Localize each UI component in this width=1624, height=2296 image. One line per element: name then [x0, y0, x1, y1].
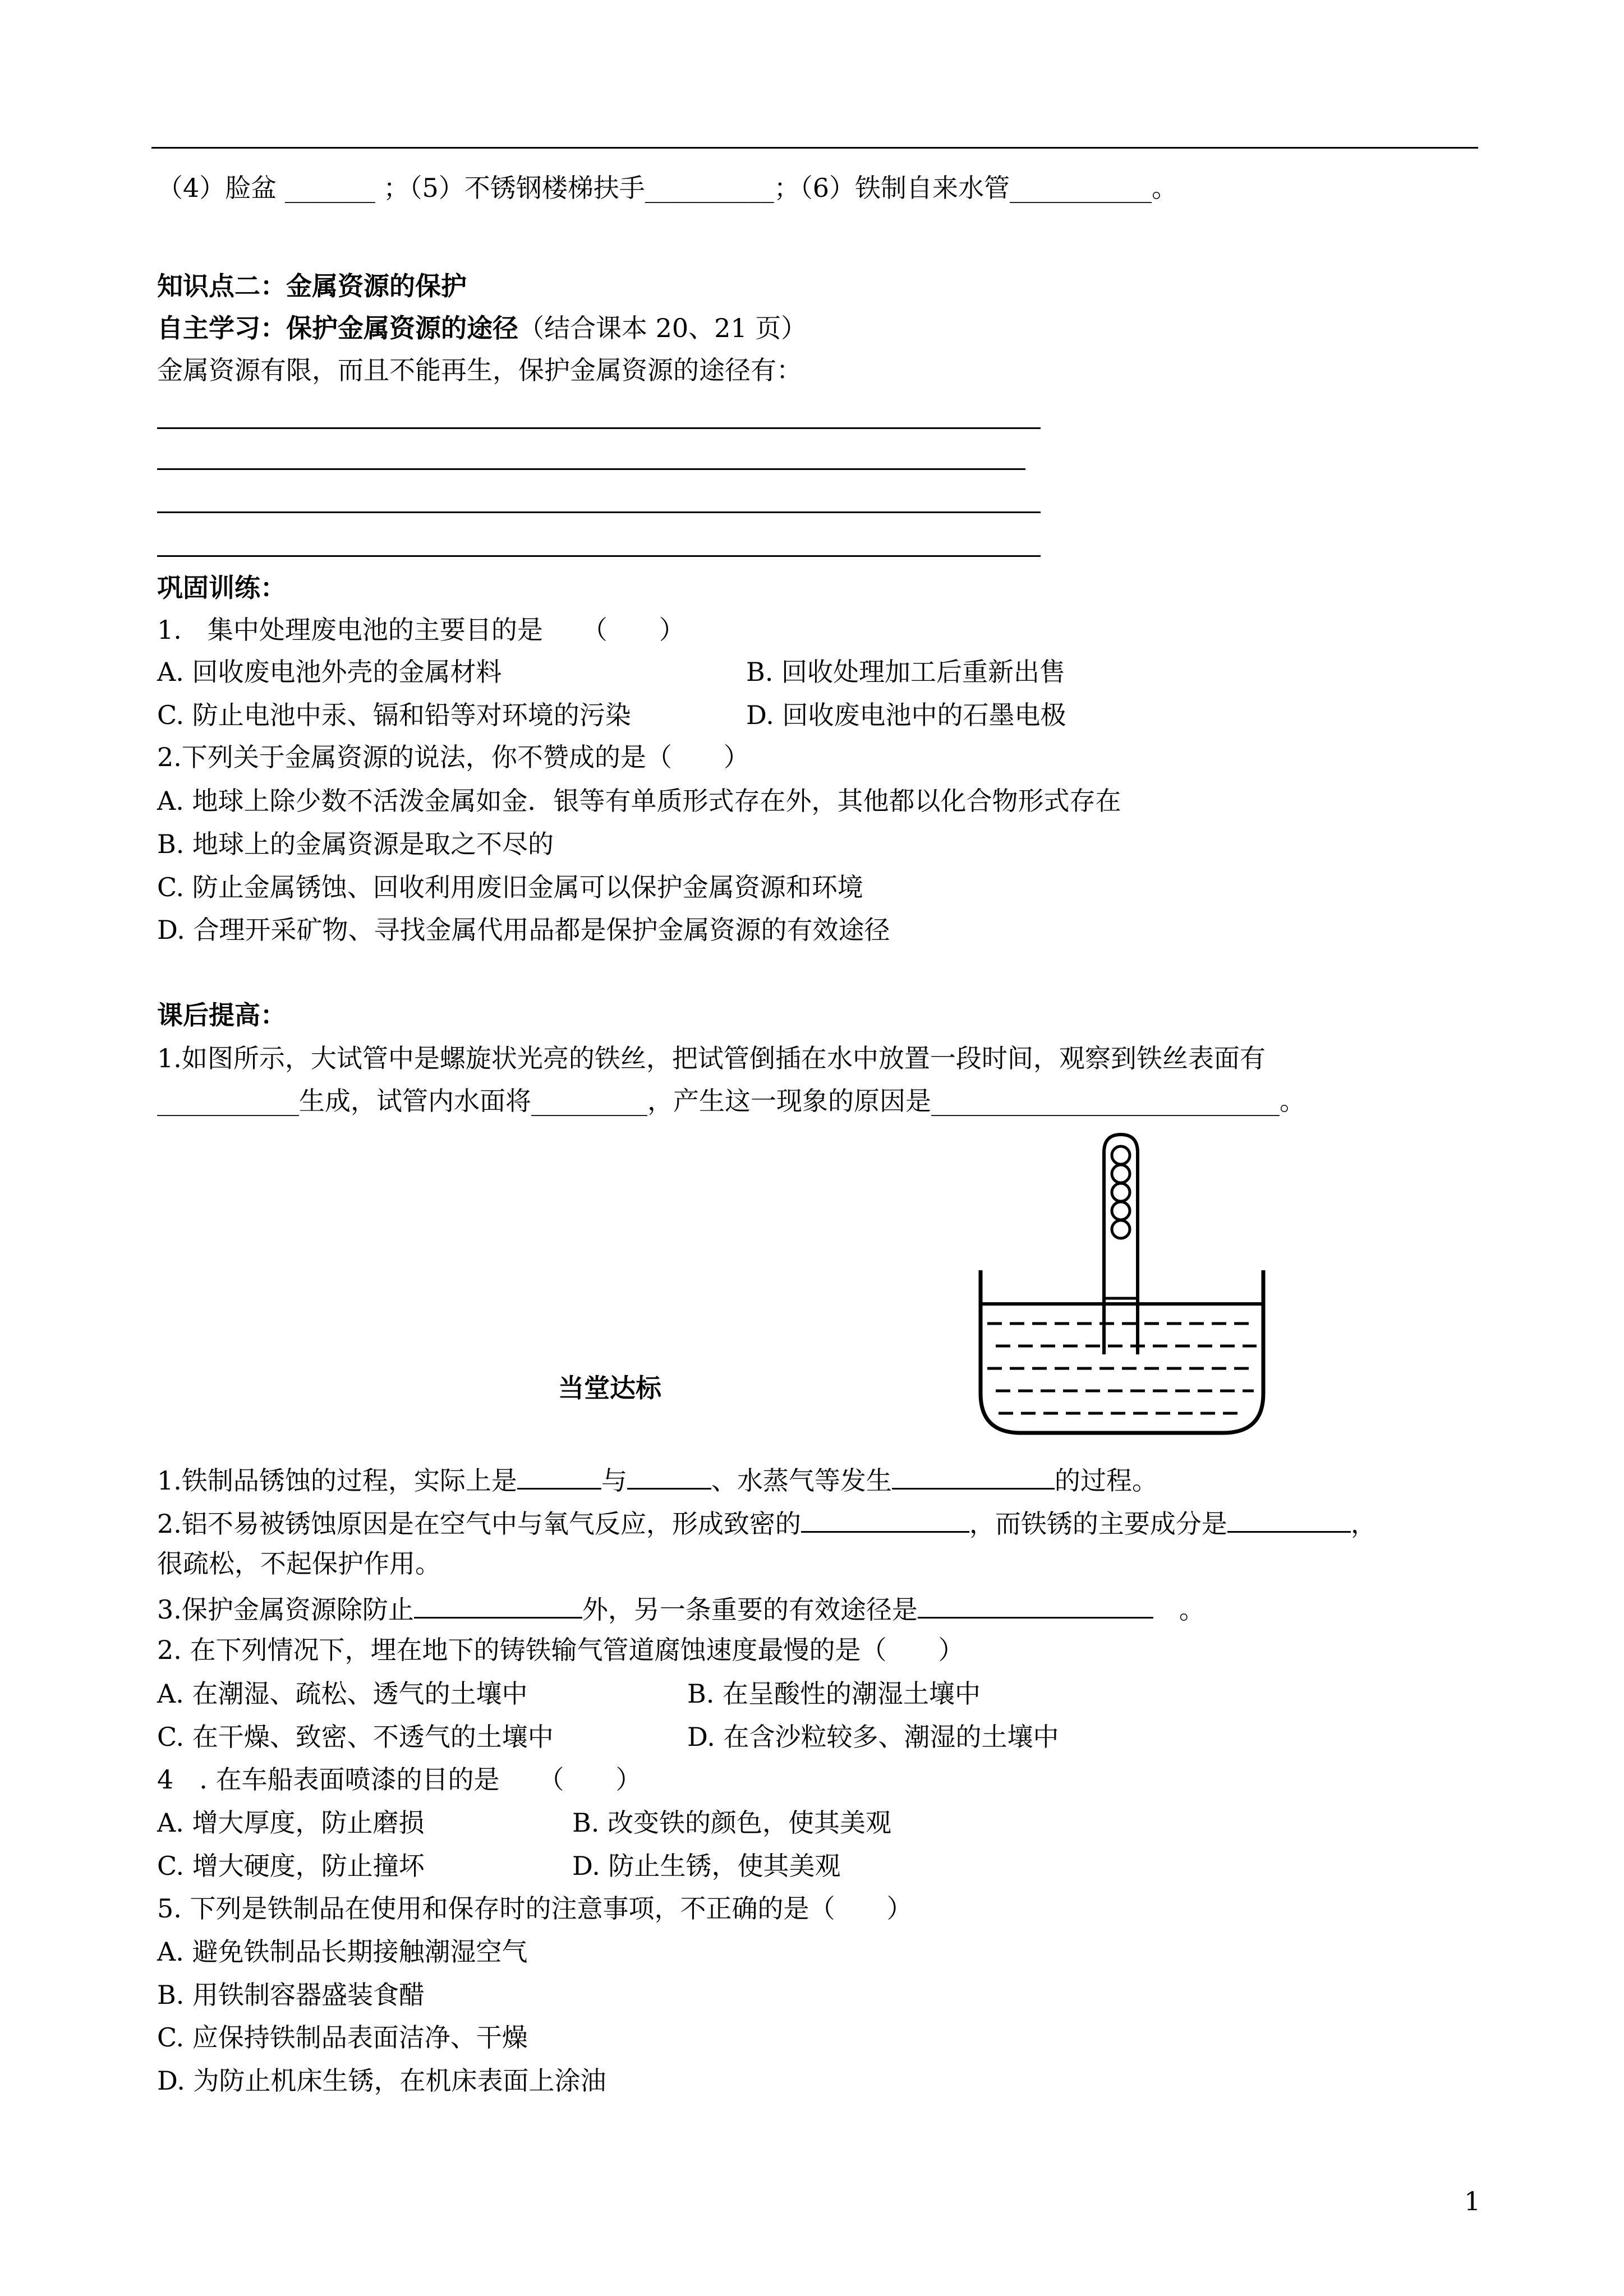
fill-blank-line [157, 1504, 1377, 1541]
test-tube-figure [976, 1130, 1268, 1444]
answer-line-1 [157, 427, 1041, 429]
blank [517, 1461, 601, 1490]
option-c: C. 应保持铁制品表面洁净、干燥 [157, 2022, 528, 2053]
question-stem: 5. 下列是铁制品在使用和保存时的注意事项，不正确的是（ ） [157, 1893, 913, 1924]
option-c: C. 防止电池中汞、镉和铅等对环境的污染 [157, 700, 631, 730]
text: 、水蒸气等发生 [711, 1465, 892, 1496]
option-d: D. 为防止机床生锈，在机床表面上涂油 [157, 2066, 606, 2096]
in-class-heading: 当堂达标 [558, 1373, 661, 1403]
fill-blank-line [157, 1590, 1205, 1626]
continuation-text: 很疏松，不起保护作用。 [157, 1548, 441, 1579]
self-study-ref: （结合课本 20、21 页） [518, 313, 807, 343]
practice-heading: 巩固训练： [157, 573, 286, 603]
option-c: C. 在干燥、致密、不透气的土壤中 [157, 1722, 554, 1752]
option-c: C. 增大硬度，防止撞坏 [157, 1851, 425, 1881]
text: ，而铁锈的主要成分是 [969, 1509, 1227, 1539]
option-b: B. 在呈酸性的潮湿土壤中 [687, 1679, 981, 1709]
intro-text: 金属资源有限，而且不能再生，保护金属资源的途径有： [157, 355, 802, 385]
blank [414, 1590, 582, 1619]
option-a: A. 地球上除少数不活泼金属如金．银等有单质形式存在外，其他都以化合物形式存在 [157, 786, 1121, 816]
blank [627, 1461, 711, 1490]
option-a: A. 避免铁制品长期接触潮湿空气 [157, 1937, 528, 1967]
text: 2.铝不易被锈蚀原因是在空气中与氧气反应，形成致密的 [157, 1509, 801, 1539]
option-d: D. 合理开采矿物、寻找金属代用品都是保护金属资源的有效途径 [157, 915, 890, 945]
water-trough [981, 1270, 1263, 1433]
question-stem: 4 . 在车船表面喷漆的目的是 （ ） [157, 1764, 642, 1795]
fill-blank-line: （4）脸盆 _______ ；（5）不锈钢楼梯扶手__________；（6）铁制自来水管___________。 [157, 173, 1178, 203]
text: 外，另一条重要的有效途径是 [582, 1594, 918, 1625]
text: ， [1350, 1509, 1377, 1539]
self-study-line [157, 311, 807, 345]
header-rule [151, 147, 1478, 149]
question-stem: 1.如图所示，大试管中是螺旋状光亮的铁丝，把试管倒插在水中放置一段时间，观察到铁丝表面有 [157, 1043, 1266, 1073]
question-stem: 2.下列关于金属资源的说法，你不赞成的是（ ） [157, 742, 749, 772]
option-d: D. 回收废电池中的石墨电极 [746, 700, 1066, 730]
option-b: B. 回收处理加工后重新出售 [746, 657, 1066, 687]
question-stem: 2. 在下列情况下，埋在地下的铸铁输气管道腐蚀速度最慢的是（ ） [157, 1635, 964, 1665]
text: 与 [601, 1465, 627, 1496]
answer-line-2 [157, 468, 1025, 470]
answer-line-3 [157, 511, 1041, 513]
option-a: A. 在潮湿、疏松、透气的土壤中 [157, 1679, 528, 1709]
test-tube [1104, 1135, 1138, 1354]
option-a: A. 回收废电池外壳的金属材料 [157, 657, 502, 687]
page-number: 1 [1464, 2186, 1481, 2216]
fill-blank-line: ___________生成，试管内水面将_________，产生这一现象的原因是___________________________。 [157, 1086, 1305, 1116]
option-c: C. 防止金属锈蚀、回收利用废旧金属可以保护金属资源和环境 [157, 872, 863, 902]
fill-blank-line [157, 1461, 1158, 1497]
blank [801, 1504, 969, 1533]
option-b: B. 用铁制容器盛装食醋 [157, 1980, 425, 2010]
after-class-heading: 课后提高： [157, 1000, 286, 1030]
text: 。 [1153, 1594, 1205, 1625]
question-stem: 1. 集中处理废电池的主要目的是 （ ） [157, 615, 685, 645]
text: 1.铁制品锈蚀的过程，实际上是 [157, 1465, 517, 1496]
text: 3.保护金属资源除防止 [157, 1594, 414, 1625]
water-dashes [987, 1324, 1257, 1413]
option-b: B. 地球上的金属资源是取之不尽的 [157, 829, 554, 859]
blank [918, 1590, 1153, 1619]
text: 的过程。 [1054, 1465, 1158, 1496]
blank [892, 1461, 1055, 1490]
option-d: D. 在含沙粒较多、潮湿的土壤中 [687, 1722, 1059, 1752]
option-d: D. 防止生锈，使其美观 [572, 1851, 841, 1881]
iron-wire-spiral [1112, 1146, 1130, 1238]
section-heading: 知识点二：金属资源的保护 [157, 271, 467, 301]
blank [1227, 1504, 1351, 1533]
self-study-label: 自主学习：保护金属资源的途径 [157, 313, 518, 343]
option-a: A. 增大厚度，防止磨损 [157, 1808, 425, 1838]
answer-line-4 [157, 555, 1041, 557]
option-b: B. 改变铁的颜色，使其美观 [572, 1808, 892, 1838]
